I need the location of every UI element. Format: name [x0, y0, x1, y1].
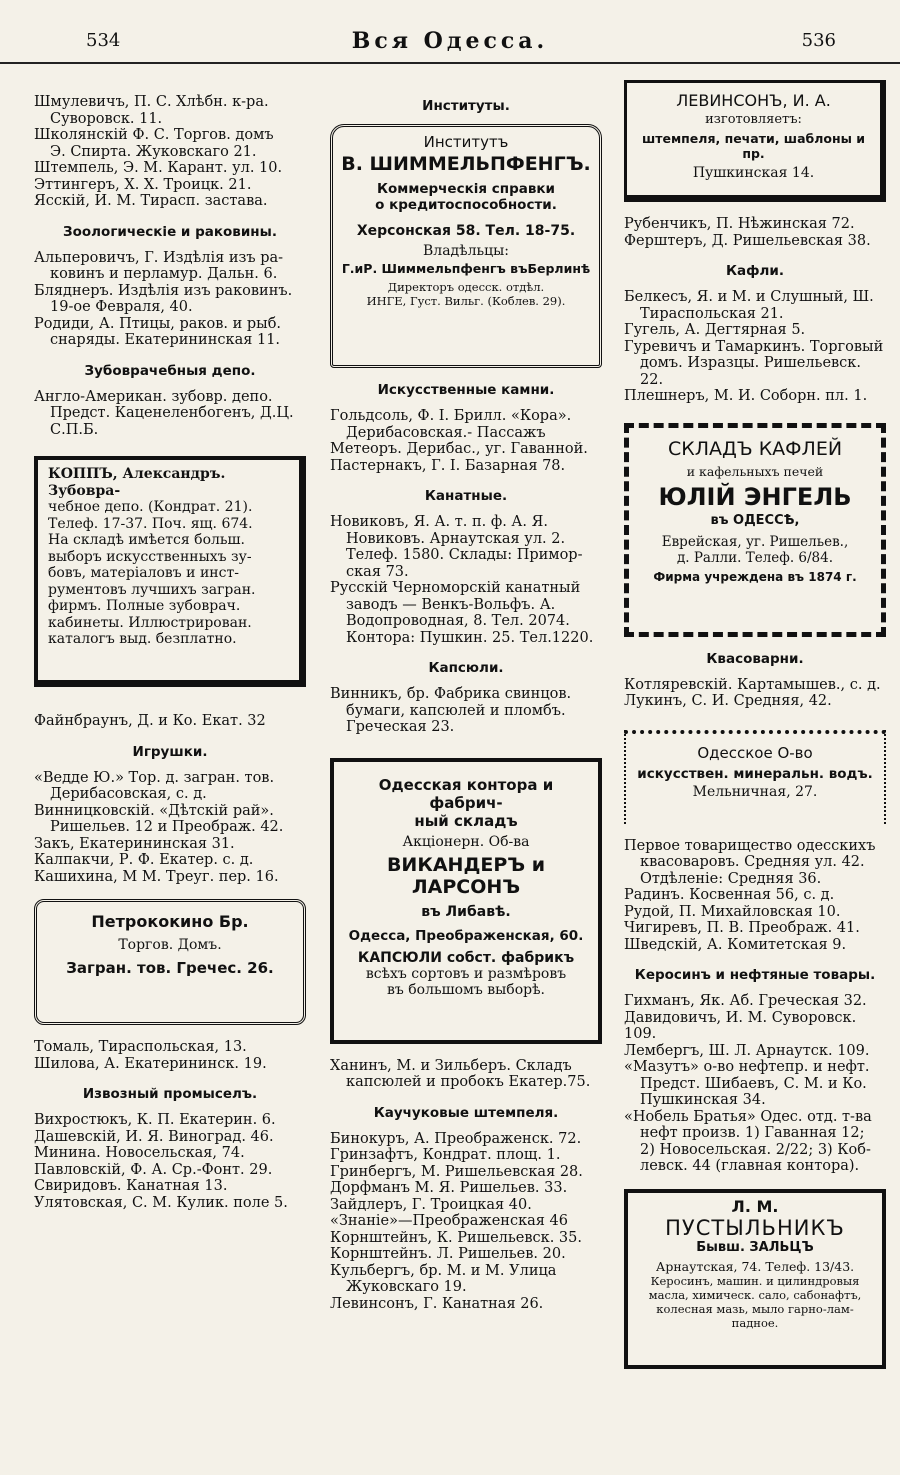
entry-line: Рудой, П. Михайловская 10. — [624, 903, 841, 920]
page-number-right: 536 — [801, 30, 836, 51]
advert-line: каталогъ выд. безплатно. — [48, 631, 237, 647]
advert-line: КОППЪ, Александръ. Зубовра- — [48, 466, 226, 499]
entry-line: Альперовичъ, Г. Издѣлія изъ ра- — [34, 249, 284, 266]
pust-line-2: Бывш. ЗАЛЬЦЪ — [696, 1239, 814, 1255]
directory-entry — [624, 1010, 886, 1043]
entry-continuation: бумаги, капсюлей и пломбъ. — [346, 702, 566, 719]
entry-continuation: домъ. Изразцы. Ришельевск. 22. — [640, 355, 861, 388]
pust-line-5: масла, химическ. сало, сабонафтъ, — [648, 1287, 862, 1302]
entries-stamps-cont — [624, 216, 886, 249]
pust-line-1: ПУСТЫЛЬНИКЪ — [665, 1215, 845, 1240]
entry-continuation: ковинъ и перламур. Дальн. 6. — [50, 266, 278, 282]
entry-line: Шведскій, А. Комитетская 9. — [624, 936, 847, 953]
entry-line: Пастернакъ, Г. І. Базарная 78. — [330, 457, 566, 474]
entry-continuation: Новиковъ. Арнаутская ул. 2. — [346, 530, 566, 547]
entry-line: Гринбергъ, М. Ришельевская 28. — [330, 1163, 583, 1180]
directory-entry — [330, 1296, 602, 1313]
entry-continuation: 2) Новосельская. 2/22; 3) Коб- — [640, 1141, 871, 1158]
wik-line-2: Акціонерн. Об-ва — [402, 833, 530, 850]
advert-line: фирмъ. Полные зубоврач. — [48, 598, 241, 614]
section-heading-rubber-stamps: Каучуковые штемпеля. — [373, 1104, 559, 1121]
wik-line-7: всѣхъ сортовъ и размѣровъ — [365, 965, 567, 982]
advert-line: чебное депо. (Кондрат. 21). — [48, 499, 253, 515]
directory-entry — [34, 1129, 306, 1146]
directory-entry — [34, 1056, 306, 1073]
entry-continuation: ская 73. — [346, 563, 409, 580]
engel-line-6: Фирма учреждена въ 1874 г. — [653, 569, 857, 584]
entry-line: Лукинъ, С. И. Средняя, 42. — [624, 693, 832, 709]
advert-line: Телеф. 17-37. Поч. ящ. 674. — [48, 515, 253, 532]
entry-line: Закъ, Екатерининская 31. — [34, 835, 235, 852]
advert-pustylnik — [624, 1189, 886, 1369]
entry-line: Павловскій, Ф. А. Ср.-Фонт. 29. — [34, 1161, 273, 1178]
entry-line: Метеоръ. Дерибас., уг. Гаванной. — [330, 441, 588, 457]
entry-line: Минина. Новосельская, 74. — [34, 1145, 245, 1161]
directory-entry — [624, 838, 886, 871]
directory-entry — [34, 869, 306, 886]
directory-entry — [34, 836, 306, 853]
entry-line: Бинокуръ, А. Преображенск. 72. — [330, 1130, 582, 1147]
entry-line: Радинъ. Косвенная 56, с. д. — [624, 887, 835, 903]
entry-line: Рубенчикъ, П. Нѣжинская 72. — [624, 216, 855, 232]
wik-line-3: ВИКАНДЕРЪ и ЛАРСОНЪ — [386, 853, 546, 898]
entries-cartage — [34, 1112, 306, 1211]
directory-entry — [624, 322, 886, 339]
section-heading-kvas: Квасоварни. — [706, 650, 804, 667]
entry-line: Новиковъ, Я. А. т. п. ф. А. Я. — [330, 514, 548, 530]
page-number-left: 534 — [86, 30, 121, 51]
entry-line: Эттингеръ, Х. Х. Троицк. 21. — [34, 176, 252, 193]
section-heading-toys: Игрушки. — [132, 743, 208, 760]
entry-continuation: Суворовск. 11. — [50, 110, 163, 127]
directory-entry — [330, 514, 602, 547]
directory-entry — [624, 887, 886, 904]
page-title: Вся Одесса. — [351, 28, 549, 54]
shim-line-0: Институтъ — [423, 133, 509, 151]
entry-line: «Мазутъ» о-во нефтепр. и нефт. — [624, 1059, 870, 1075]
advert-levinson — [624, 80, 886, 202]
directory-entry — [330, 1164, 602, 1181]
entry-line: Винникъ, бр. Фабрика свинцов. — [330, 686, 572, 702]
entry-line: Первое товарищество одесскихъ — [624, 837, 876, 854]
wik-line-6: КАПСЮЛИ собст. фабрикъ — [357, 949, 575, 966]
entry-continuation: Ришельев. 12 и Преображ. 42. — [50, 819, 284, 835]
lev-line-3: Пушкинская 14. — [692, 165, 815, 181]
directory-entry — [34, 389, 306, 422]
entries-tiles — [624, 289, 886, 405]
section-heading-tiles: Кафли. — [725, 263, 784, 279]
directory-entry — [34, 127, 306, 160]
entry-continuation: Водопроводная, 8. Тел. 2074. — [346, 613, 570, 629]
entry-line: Лембергъ, Ш. Л. Арнаутск. 109. — [624, 1042, 870, 1059]
directory-entry — [34, 422, 306, 439]
entry-continuation: Дерибасовская, с. д. — [50, 786, 207, 802]
entries-stones — [330, 408, 602, 474]
entry-line: Англо-Американ. зубовр. депо. — [34, 388, 273, 405]
entry-continuation: Предст. Шибаевъ, С. М. и Ко. — [640, 1075, 867, 1092]
entry-continuation: Э. Спирта. Жуковскаго 21. — [50, 143, 257, 160]
directory-entry — [624, 289, 886, 322]
directory-entry — [624, 216, 886, 233]
shim-line-3: о кредитоспособности. — [375, 197, 557, 213]
pust-line-6: колесная мазь, мыло гарно-лам- — [656, 1301, 854, 1316]
entry-continuation: Жуковскаго 19. — [346, 1279, 467, 1295]
entry-line: Чигиревъ, П. В. Преображ. 41. — [624, 920, 860, 936]
directory-entry — [34, 193, 306, 210]
engel-line-3: въ ОДЕССѢ, — [710, 512, 800, 528]
column-left — [34, 94, 306, 1211]
obshch-line-1: искусствен. минеральн. водъ. — [637, 765, 873, 782]
directory-entry — [34, 1039, 306, 1056]
column-middle — [330, 94, 602, 1312]
pust-line-7: падное. — [731, 1315, 779, 1330]
wik-line-0: Одесская контора и фабрич- — [378, 775, 554, 812]
wik-line-5: Одесса, Преображенская, 60. — [348, 927, 584, 944]
entries-rubber-stamps — [330, 1131, 602, 1313]
section-heading-cartage: Извозный промыселъ. — [82, 1086, 258, 1102]
entries-capsules — [330, 686, 602, 736]
directory-entry — [330, 1147, 602, 1164]
directory-entry — [624, 1059, 886, 1092]
entry-line: Улятовская, С. М. Кулик. поле 5. — [34, 1194, 288, 1211]
entries-zoo — [34, 250, 306, 349]
entries-top — [34, 94, 306, 210]
entry-continuation: снаряды. Екатерининская 11. — [50, 332, 281, 348]
wik-line-8: въ большомъ выборѣ. — [386, 981, 546, 998]
directory-entry — [34, 160, 306, 177]
directory-entry — [34, 852, 306, 869]
entry-fainbraun: Файнбраунъ, Д. и Ко. Екат. 32 — [34, 713, 266, 729]
entry-line: Котляревскій. Картамышев., с. д. — [624, 676, 881, 693]
directory-entry — [330, 564, 602, 581]
advert-line: бовъ, матеріаловъ и инст- — [48, 565, 239, 581]
entry-line: Школянскій Ф. С. Торгов. домъ — [34, 127, 274, 143]
directory-entry — [34, 94, 306, 127]
directory-entry — [330, 613, 602, 630]
directory-entry — [330, 686, 602, 719]
directory-entry — [624, 937, 886, 954]
directory-entry — [330, 1246, 602, 1263]
advert-petrokokino-address: Загран. тов. Гречес. 26. — [66, 959, 274, 977]
directory-entry — [34, 316, 306, 349]
entries-ropes — [330, 514, 602, 646]
entry-line: Шмулевичъ, П. С. Хлѣбн. к-ра. — [34, 94, 269, 110]
directory-entry — [624, 677, 886, 694]
advert-engel — [624, 423, 886, 637]
engel-line-1: и кафельныхъ печей — [686, 463, 824, 479]
entry-continuation: заводъ — Венкъ-Вольфъ. А. — [346, 596, 556, 613]
directory-entry — [34, 177, 306, 194]
entry-line: Штемпель, Э. М. Карант. ул. 10. — [34, 160, 283, 176]
directory-entry — [624, 920, 886, 937]
entry-continuation: Предст. Каценеленбогенъ, Д.Ц. — [50, 405, 294, 421]
directory-entry — [624, 1142, 886, 1159]
entries-kvas — [624, 677, 886, 710]
entry-line: Вихростюкъ, К. П. Екатерин. 6. — [34, 1112, 276, 1128]
engel-line-5: д. Ралли. Телеф. 6/84. — [676, 549, 834, 566]
directory-entry — [330, 719, 602, 736]
directory-entry — [624, 233, 886, 250]
directory-entry — [330, 1213, 602, 1230]
entry-line: Бляднеръ. Издѣлія изъ раковинъ. — [34, 282, 293, 299]
entries-toys — [34, 770, 306, 886]
wik-line-4: въ Либавѣ. — [421, 903, 511, 920]
engel-line-0: СКЛАДЪ КАФЛЕЙ — [667, 437, 843, 460]
advert-shimmelpfeng — [330, 124, 602, 368]
lev-line-2: штемпеля, печати, шаблоны и пр. — [641, 131, 866, 161]
directory-entry — [624, 388, 886, 405]
entry-continuation: капсюлей и пробокъ Екатер.75. — [346, 1074, 591, 1090]
entry-line: Ханинъ, М. и Зильберъ. Складъ — [330, 1057, 572, 1074]
directory-entry — [34, 1145, 306, 1162]
entry-continuation: левск. 44 (главная контора). — [640, 1158, 860, 1174]
entry-continuation: С.П.Б. — [50, 421, 99, 438]
entry-continuation: Отдѣленіе: Средняя 36. — [640, 870, 822, 887]
entry-line: Плешнеръ, М. И. Соборн. пл. 1. — [624, 388, 868, 404]
lev-line-0: ЛЕВИНСОНЪ, И. А. — [676, 91, 831, 110]
entries-hanin — [330, 1058, 602, 1091]
entry-continuation: нефт произв. 1) Гаванная 12; — [640, 1125, 865, 1141]
advert-petrokokino-type: Торгов. Домъ. — [118, 937, 222, 953]
directory-entry — [330, 630, 602, 647]
shim-line-7: Директоръ одесск. отдѣл. — [387, 280, 545, 294]
directory-entry — [34, 1195, 306, 1212]
directory-entry — [624, 693, 886, 710]
section-heading-capsules: Капсюли. — [428, 660, 504, 676]
directory-entry — [330, 580, 602, 613]
entry-line: Дорфманъ М. Я. Ришельев. 33. — [330, 1180, 568, 1196]
shim-line-2: Коммерческія справки — [376, 181, 556, 197]
engel-line-2: ЮЛІЙ ЭНГЕЛЬ — [658, 482, 852, 511]
wik-line-1: ный складъ — [414, 811, 518, 830]
entry-line: Дашевскій, И. Я. Виноград. 46. — [34, 1128, 274, 1145]
section-heading-zoo: Зоологическіе и раковины. — [63, 223, 277, 240]
entry-continuation: Дерибасовская.- Пассажъ — [346, 424, 546, 441]
directory-entry — [330, 1197, 602, 1214]
entry-line: Ферштеръ, Д. Ришельевская 38. — [624, 232, 871, 249]
entry-line: Гугель, А. Дегтярная 5. — [624, 322, 806, 338]
entry-continuation: квасоваровъ. Средняя ул. 42. — [640, 854, 865, 870]
lev-line-1: изготовляетъ: — [705, 112, 802, 127]
advert-line: На складѣ имѣется больш. — [48, 532, 246, 548]
entry-continuation: Телеф. 1580. Склады: Примор- — [346, 547, 583, 563]
entry-line: Ясскій, И. М. Тирасп. застава. — [34, 193, 268, 209]
entry-line: Гихманъ, Як. Аб. Греческая 32. — [624, 993, 867, 1009]
advert-petrokokino-name: Петрококино Бр. — [91, 912, 249, 931]
entry-line: Русскій Черноморскій канатный — [330, 580, 581, 596]
shim-line-4: Херсонская 58. Тел. 18-75. — [356, 223, 576, 239]
section-heading-institutes: Институты. — [422, 98, 510, 114]
directory-entry — [34, 803, 306, 836]
section-heading-ropes: Канатные. — [424, 488, 508, 504]
directory-entry — [330, 1230, 602, 1247]
entry-line: Кашихина, М М. Треуг. пер. 16. — [34, 868, 279, 885]
entry-line: Корнштейнъ. Л. Ришельев. 20. — [330, 1246, 566, 1262]
entry-line: Левинсонъ, Г. Канатная 26. — [330, 1295, 544, 1312]
directory-entry — [624, 1109, 886, 1142]
entry-line: Томаль, Тираспольская, 13. — [34, 1039, 247, 1055]
directory-entry — [330, 1180, 602, 1197]
entry-line: «Знаніе»—Преображенская 46 — [330, 1213, 568, 1229]
pust-line-3: Арнаутская, 74. Телеф. 13/43. — [655, 1258, 855, 1274]
column-right — [624, 80, 886, 1379]
entries-kerosene — [624, 993, 886, 1175]
entry-line: Родиди, А. Птицы, раков. и рыб. — [34, 315, 282, 332]
directory-entry — [624, 1043, 886, 1060]
entry-line: Винницковскій. «Дѣтскій рай». — [34, 802, 274, 819]
entry-line: Гольдсоль, Ф. І. Брилл. «Кора». — [330, 408, 572, 424]
directory-entry — [34, 283, 306, 316]
directory-entry — [624, 339, 886, 389]
directory-entry — [624, 1158, 886, 1175]
entry-line: Свиридовъ. Канатная 13. — [34, 1178, 228, 1194]
section-heading-kerosene: Керосинъ и нефтяные товары. — [634, 967, 876, 983]
advert-line: кабинеты. Иллюстрирован. — [48, 614, 252, 631]
shim-line-8: ИНГЕ, Густ. Вильг. (Коблев. 29). — [366, 294, 566, 308]
directory-entry — [624, 993, 886, 1010]
page-header — [0, 0, 900, 64]
section-heading-stones: Искусственные камни. — [377, 382, 555, 398]
entries-dental — [34, 389, 306, 439]
directory-entry — [34, 1112, 306, 1129]
entry-continuation: Контора: Пушкин. 25. Тел.1220. — [346, 629, 594, 646]
directory-entry — [34, 1162, 306, 1179]
entry-line: Кульбергъ, бр. М. и М. Улица — [330, 1262, 557, 1279]
entries-kvas-2 — [624, 838, 886, 954]
advert-line: рументовъ лучшихъ загран. — [48, 581, 256, 598]
directory-entry — [330, 1263, 602, 1296]
directory-entry — [34, 1178, 306, 1195]
entry-line: Корнштейнъ, К. Ришельевск. 35. — [330, 1229, 582, 1246]
directory-entry — [330, 547, 602, 564]
entry-line: Давидовичъ, И. М. Суворовск. 109. — [624, 1009, 857, 1042]
engel-line-4: Еврейская, уг. Ришельев., — [661, 533, 849, 550]
pust-line-0: Л. М. — [731, 1196, 779, 1216]
obshch-line-2: Мельничная, 27. — [692, 783, 818, 800]
advert-wikander-larson — [330, 758, 602, 1044]
entry-continuation: Греческая 23. — [346, 719, 455, 735]
directory-entry — [624, 1092, 886, 1109]
entry-line: Зайдлеръ, Г. Троицкая 40. — [330, 1196, 532, 1213]
entry-continuation: Тираспольская 21. — [640, 305, 784, 322]
entry-line: «Нобель Братья» Одес. отд. т-ва — [624, 1108, 872, 1125]
shim-line-5: Владѣльцы: — [423, 243, 509, 259]
obshch-line-0: Одесское О-во — [697, 743, 813, 762]
advert-petrokokino — [34, 899, 306, 1025]
advert-kopp — [34, 456, 306, 687]
directory-entry — [34, 770, 306, 803]
directory-entry — [330, 1058, 602, 1091]
directory-entry — [624, 904, 886, 921]
entry-line: Белкесъ, Я. и М. и Слушный, Ш. — [624, 289, 874, 305]
entry-continuation: 19-ое Февраля, 40. — [50, 299, 193, 315]
entry-line: Калпакчи, Р. Ф. Екатер. с. д. — [34, 852, 254, 868]
directory-entry — [330, 441, 602, 458]
entry-line: Гуревичъ и Тамаркинъ. Торговый — [624, 338, 884, 355]
shim-line-1: В. ШИММЕЛЬПФЕНГЪ. — [341, 153, 591, 175]
entry-continuation: Пушкинская 34. — [640, 1092, 766, 1108]
entry-line: Шилова, А. Екатерининск. 19. — [34, 1055, 267, 1072]
shim-line-6: Г.иР. Шиммельпфенгъ въБерлинѣ — [341, 261, 591, 276]
advert-line: выборъ искусственныхъ зу- — [48, 548, 252, 565]
directory-entry — [330, 408, 602, 441]
entries-after-petro — [34, 1039, 306, 1072]
advert-mineral-waters — [624, 730, 886, 824]
section-heading-dental: Зубоврачебныя депо. — [84, 362, 256, 379]
directory-entry — [330, 1131, 602, 1148]
directory-entry — [34, 250, 306, 283]
directory-entry — [624, 871, 886, 888]
directory-entry — [330, 458, 602, 475]
pust-line-4: Керосинъ, машин. и цилиндровыя — [650, 1273, 860, 1288]
entry-line: Гринзафтъ, Кондрат. площ. 1. — [330, 1147, 561, 1163]
entry-line: «Ведде Ю.» Тор. д. загран. тов. — [34, 769, 275, 786]
